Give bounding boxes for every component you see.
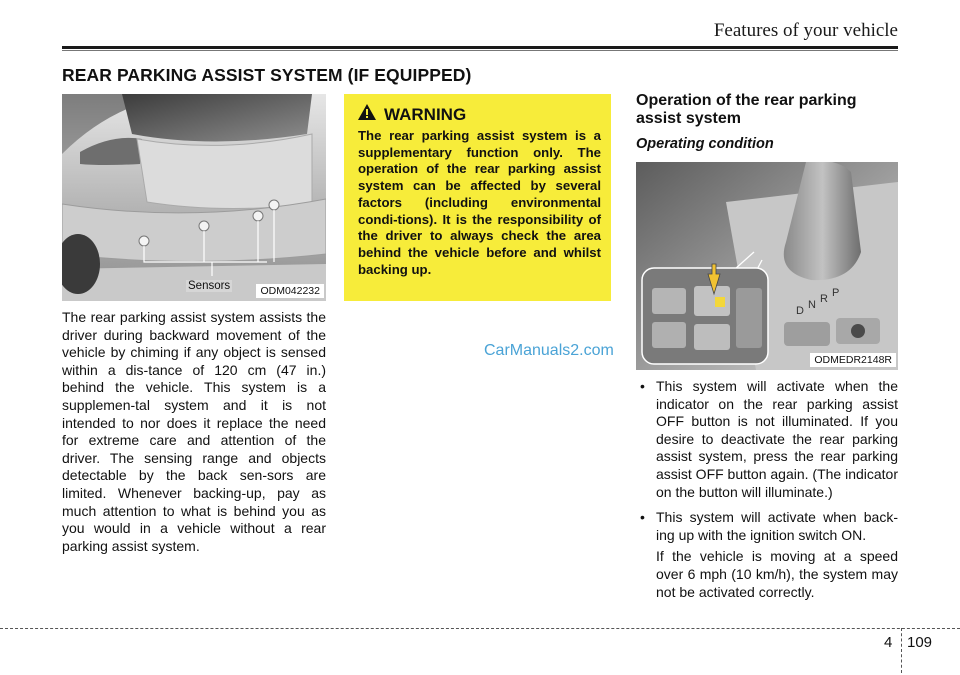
running-header: Features of your vehicle xyxy=(713,20,898,41)
rear-bumper-sensors-illustration xyxy=(62,94,326,301)
bullet-text: This system will activate when back-ing up with the ignition switch ON. xyxy=(656,509,898,543)
figure-code-left: ODM042232 xyxy=(256,284,324,298)
warning-title: WARNING xyxy=(384,104,467,124)
parking-assist-button-illustration xyxy=(636,162,898,370)
warning-box xyxy=(344,94,611,301)
operation-heading: Operation of the rear parking assist system xyxy=(636,92,857,127)
warning-triangle-icon xyxy=(358,104,376,125)
svg-text:D: D xyxy=(796,305,804,317)
sensors-label: Sensors xyxy=(188,280,231,292)
bullet-continuation: If the vehicle is moving at a speed over 6 mph (10 km/h), the system may not be activated correctly. xyxy=(656,548,898,600)
footer-rule xyxy=(0,628,960,629)
header-rule-thin xyxy=(62,50,898,51)
bullet-item xyxy=(636,509,898,544)
bullet-text: This system will activate when the indicator on the rear parking assist OFF button is not illuminated. If you desire to deactivate the rear parking assist system, press the rear parking assist OFF button again. (The indicator on the button will illuminate.) xyxy=(656,378,898,500)
section-heading: REAR PARKING ASSIST SYSTEM (IF EQUIPPED) xyxy=(62,65,472,85)
svg-text:P: P xyxy=(832,287,840,299)
operating-condition-heading: Operating condition xyxy=(636,136,774,152)
watermark: CarManuals2.com xyxy=(484,342,614,359)
warning-text: The rear parking assist system is a supplementary function only. The operation of the rear parking assist system can be affected by several factors (including environmental condi-tions). It is the responsibility of the driver to always check the area behind the vehicle before and whilst backing up. xyxy=(358,128,601,277)
bullet-item xyxy=(636,378,898,501)
chapter-number: 4 xyxy=(884,634,893,651)
svg-text:N: N xyxy=(808,299,816,311)
bullet-symbol: • xyxy=(640,378,645,394)
intro-paragraph: The rear parking assist system assists the driver during backward movement of the vehicle by chiming if any object is sensed within a dis-tance of 120 cm (47 in.) behind the vehicle. This system is a supplemen-tal system and it is not intended to nor does it replace the need for extreme care and attention of the driver. The sensing range and objects detectable by the back sen-sors are limited. Whenever backing-up, pay as much attention to what is behind you as you would in a vehicle without a rear parking assist system. xyxy=(62,309,326,554)
page-number: 109 xyxy=(907,634,933,651)
header-rule xyxy=(62,46,898,49)
operation-bullets xyxy=(636,378,898,601)
figure-code-right: ODMEDR2148R xyxy=(810,353,896,367)
footer-separator xyxy=(901,628,902,673)
svg-text:R: R xyxy=(820,293,828,305)
bullet-symbol: • xyxy=(640,509,645,526)
